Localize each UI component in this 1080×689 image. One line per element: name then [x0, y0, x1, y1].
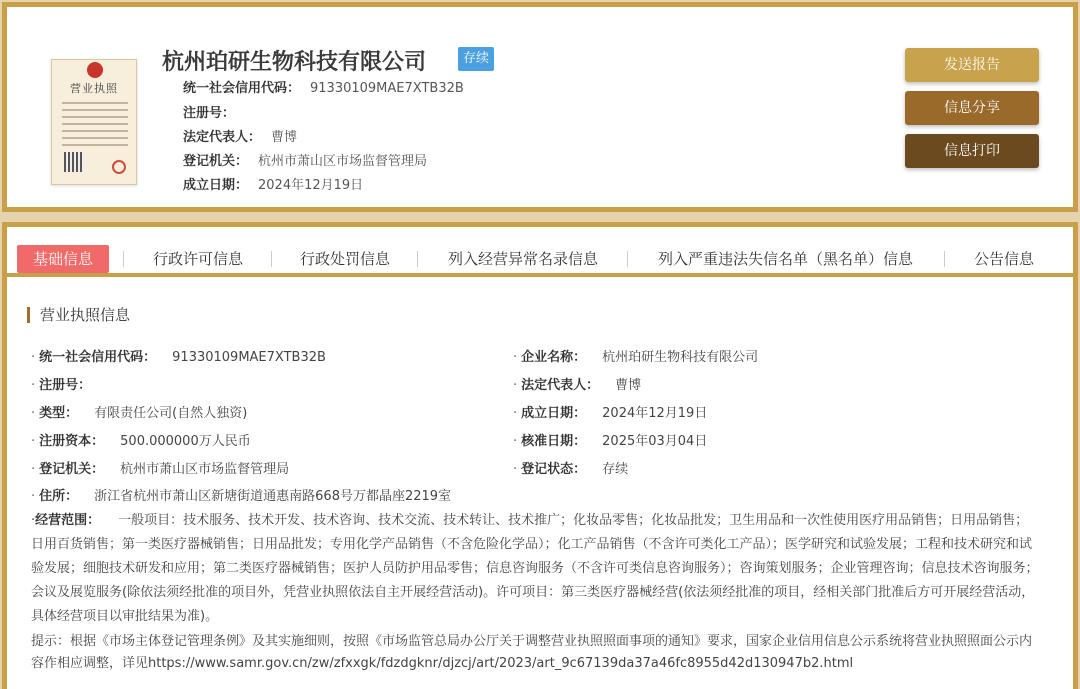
main-info-card — [2, 222, 1078, 689]
section-title: 营业执照信息 — [27, 307, 130, 323]
tab-admin-license[interactable]: 行政许可信息 — [153, 250, 244, 268]
header-row-legal-rep: 法定代表人： 曹博 — [183, 130, 298, 145]
header-row-founded: 成立日期： 2024年12月19日 — [183, 178, 364, 193]
business-scope: ·经营范围： 一般项目：技术服务、技术开发、技术咨询、技术交流、技术转让、技术推广；化妆品零售；化妆品批发；卫生用品和一次性使用医疗用品销售；日用品销售；日用百货销售；第一类医疗器械销售；日用品批发；专用化学产品销售（不含危险化学品）；化工产品销售（不含许可类化工产品）；医学研究和试验发展；工程和技术研究和试验发展；细胞技术研发和应用；第二类医疗器械销售；医护人员防护用品零售；信息咨询服务（不含许可类信息咨询服务）；咨询策划服务；企业管理咨询；信息技术咨询服务；会议及展览服务(除依法须经批准的项目外，凭营业执照依法自主开展经营活动)。许可项目：第三类医疗器械经营(依法须经批准的项目，经相关部门批准后方可开展经营活动，具体经营项目以审批结果为准)。 — [31, 513, 1039, 624]
national-emblem-icon — [87, 62, 103, 78]
field-founded: · 成立日期： 2024年12月19日 — [513, 406, 708, 421]
field-type: · 类型： 有限责任公司(自然人独资) — [31, 406, 248, 421]
business-license-image[interactable] — [51, 59, 137, 185]
field-approval-date: · 核准日期： 2025年03月04日 — [513, 434, 708, 449]
field-capital: · 注册资本： 500.000000万人民币 — [31, 434, 251, 449]
field-legal-rep: · 法定代表人： 曹博 — [513, 378, 642, 393]
company-name: 杭州珀研生物科技有限公司 — [162, 50, 427, 75]
tab-admin-penalty[interactable]: 行政处罚信息 — [300, 250, 391, 268]
status-badge: 存续 — [458, 47, 494, 71]
field-company-name: · 企业名称： 杭州珀研生物科技有限公司 — [513, 350, 759, 365]
share-info-button[interactable]: 信息分享 — [905, 91, 1039, 125]
send-report-button[interactable]: 发送报告 — [905, 48, 1039, 82]
license-title: 营业执照 — [70, 82, 118, 95]
qr-code-icon — [64, 152, 84, 172]
field-reg-no: · 注册号： — [31, 378, 92, 393]
company-header-card — [2, 2, 1078, 212]
field-credit-code: · 统一社会信用代码： 91330109MAE7XTB32B — [31, 350, 326, 365]
field-authority: · 登记机关： 杭州市萧山区市场监督管理局 — [31, 462, 290, 477]
tab-announcements[interactable]: 公告信息 — [974, 250, 1035, 268]
notice-text: 提示：根据《市场主体登记管理条例》及其实施细则，按照《市场监管总局办公厅关于调整营业执照照面事项的通知》要求，国家企业信用信息公示系统将营业执照照面公示内容作相应调整，详见https://www.samr.gov.cn/zw/zfxxgk/fdzdgknr/djzcj/art/2023/art_9c67139da37a46fc8955d42d130947b2.html — [31, 634, 1033, 671]
print-info-button[interactable]: 信息打印 — [905, 134, 1039, 168]
tab-abnormal-list[interactable]: 列入经营异常名录信息 — [448, 250, 599, 268]
tab-blacklist[interactable]: 列入严重违法失信名单（黑名单）信息 — [658, 250, 914, 268]
official-seal-icon — [112, 160, 126, 174]
tab-basic-info[interactable]: 基础信息 — [17, 245, 109, 273]
header-row-authority: 登记机关： 杭州市萧山区市场监督管理局 — [183, 154, 428, 169]
header-row-reg-no: 注册号： — [183, 106, 236, 121]
header-row-credit-code: 统一社会信用代码： 91330109MAE7XTB32B — [183, 81, 464, 96]
field-reg-status: · 登记状态： 存续 — [513, 462, 629, 477]
tab-bar — [7, 237, 1073, 277]
field-address: · 住所： 浙江省杭州市萧山区新塘街道通惠南路668号万都晶座2219室 — [31, 489, 452, 504]
business-scope-text: 一般项目：技术服务、技术开发、技术咨询、技术交流、技术转让、技术推广；化妆品零售；化妆品批发；卫生用品和一次性使用医疗用品销售；日用品销售；日用百货销售；第一类医疗器械销售；日用品批发；专用化学产品销售（不含危险化学品）；化工产品销售（不含许可类化工产品）；医学研究和试验发展；工程和技术研究和试验发展；细胞技术研发和应用；第二类医疗器械销售；医护人员防护用品零售；信息咨询服务（不含许可类信息咨询服务）；咨询策划服务；企业管理咨询；信息技术咨询服务；会议及展览服务(除依法须经批准的项目外，凭营业执照依法自主开展经营活动)。许可项目：第三类医疗器械经营(依法须经批准的项目，经相关部门批准后方可开展经营活动，具体经营项目以审批结果为准)。 — [31, 513, 1039, 624]
